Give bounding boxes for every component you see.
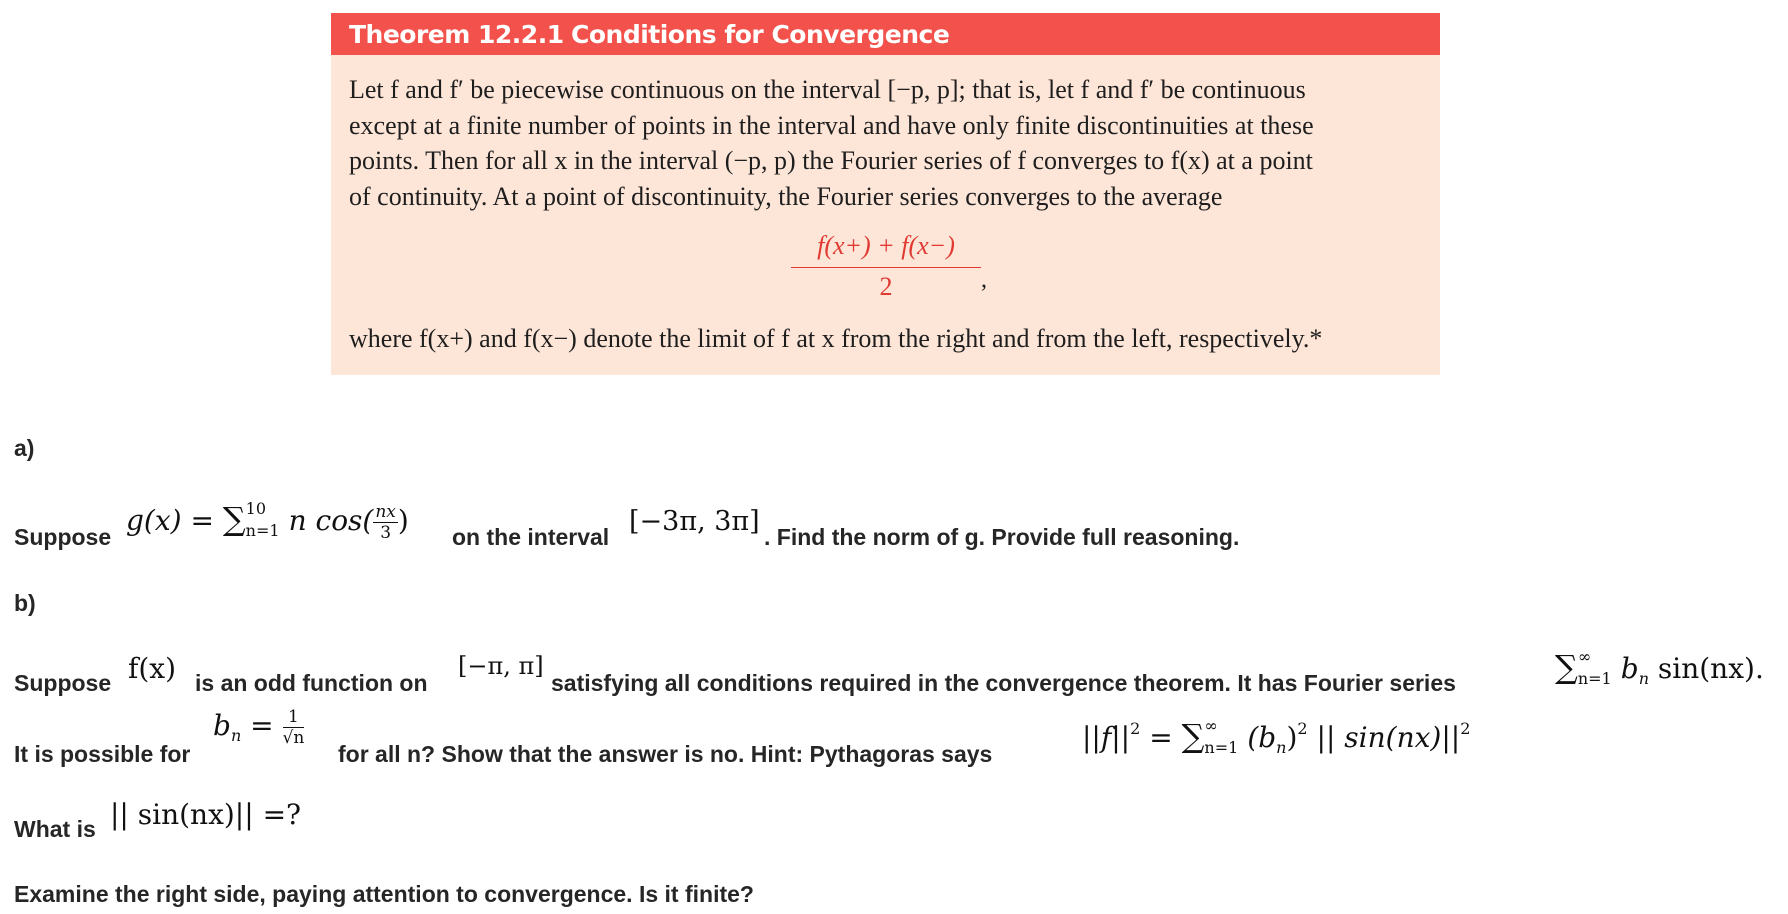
pyth-term-sup: 2 [1297, 719, 1308, 738]
pyth-norm: || sin(nx)|| [1316, 721, 1461, 754]
formula-denominator: 2 [879, 272, 893, 301]
pyth-lhs: ||f|| [1082, 721, 1131, 754]
pyth-sum: ∑ [1181, 717, 1205, 755]
sum-symbol: ∑ [222, 500, 246, 538]
pyth-norm-sup: 2 [1460, 719, 1471, 738]
bn-num: 1 [283, 708, 305, 728]
theorem-number: Theorem 12.2.1 [349, 19, 564, 49]
part-b-bn-expr [213, 708, 304, 747]
pyth-term: (b [1247, 721, 1277, 754]
formula-comma: , [981, 267, 987, 293]
series-term-sub: n [1638, 669, 1649, 688]
series-term: b [1620, 652, 1639, 685]
part-a-on-interval: on the interval [452, 524, 610, 550]
theorem-line-4: of continuity. At a point of discontinuity, the Fourier series converges to the average [349, 181, 1223, 211]
formula-numerator: f(x+) + f(x−) [791, 231, 981, 268]
part-b-for-all: for all n? Show that the answer is no. Hint: Pythagoras says [338, 741, 993, 767]
theorem-line-3: points. Then for all x in the interval (−p, p) the Fourier series of f converges to f(x) at a point [349, 146, 1313, 175]
theorem-title: Conditions for Convergence [571, 19, 950, 49]
part-a-label: a) [14, 435, 35, 461]
bn-den: √n [282, 728, 305, 748]
bn-lhs: b [213, 709, 231, 742]
pyth-eq: = [1140, 721, 1182, 754]
sum-lower: n=1 [245, 520, 280, 540]
part-b-examine: Examine the right side, paying attention to convergence. Is it finite? [14, 881, 754, 907]
average-formula [791, 231, 981, 302]
term-close: ) [397, 504, 409, 537]
series-upper: ∞ [1577, 646, 1592, 666]
bn-eq: = [241, 709, 283, 742]
part-a-g-expression [126, 500, 409, 543]
part-b-label: b) [14, 590, 36, 616]
part-b-f-expr: f(x) [128, 652, 177, 685]
theorem-line-2: except at a finite number of points in the interval and have only finite discontinuities at these [349, 110, 1314, 140]
series-sum: ∑ [1555, 648, 1578, 686]
part-b-what-expr: || sin(nx)|| =? [110, 798, 302, 831]
part-b-satisfying: satisfying all conditions required in the convergence theorem. It has Fourier series [551, 670, 1456, 696]
g-lhs: g(x) = [126, 504, 223, 537]
theorem-header [331, 13, 1440, 55]
frac-num: nx [375, 502, 396, 522]
part-a-rest: . Find the norm of g. Provide full reasoning. [764, 524, 1240, 550]
sum-upper: 10 [245, 498, 267, 518]
pyth-upper: ∞ [1204, 715, 1218, 735]
pyth-sup: 2 [1130, 719, 1141, 738]
part-a-suppose: Suppose [14, 524, 112, 550]
series-lower: n=1 [1577, 668, 1612, 688]
part-b-series [1555, 648, 1764, 691]
series-period: . [1754, 652, 1764, 685]
pyth-term-sub: n [1276, 738, 1287, 757]
frac-den: 3 [380, 523, 392, 543]
bn-sub: n [230, 726, 242, 745]
theorem-last-line: where f(x+) and f(x−) denote the limit of f at x from the right and from the left, respectively.* [349, 324, 1323, 353]
part-b-pythagoras [1082, 717, 1470, 760]
part-b-interval: [−π, π] [458, 652, 544, 680]
term: n cos( [288, 504, 374, 537]
part-b-possible: It is possible for [14, 741, 191, 767]
part-b-what-is: What is [14, 816, 96, 842]
theorem-line-1: Let f and f′ be piecewise continuous on the interval [−p, p]; that is, let f and f′ be continuous [349, 75, 1306, 104]
part-a-interval: [−3π, 3π] [629, 506, 760, 537]
theorem-box [331, 13, 1440, 375]
series-sin: sin(nx) [1649, 652, 1755, 685]
part-b-suppose: Suppose [14, 670, 112, 696]
pyth-lower: n=1 [1204, 737, 1239, 757]
theorem-body [331, 55, 1440, 214]
pyth-term-close: ) [1286, 721, 1298, 754]
part-b-odd-text: is an odd function on [195, 670, 428, 696]
